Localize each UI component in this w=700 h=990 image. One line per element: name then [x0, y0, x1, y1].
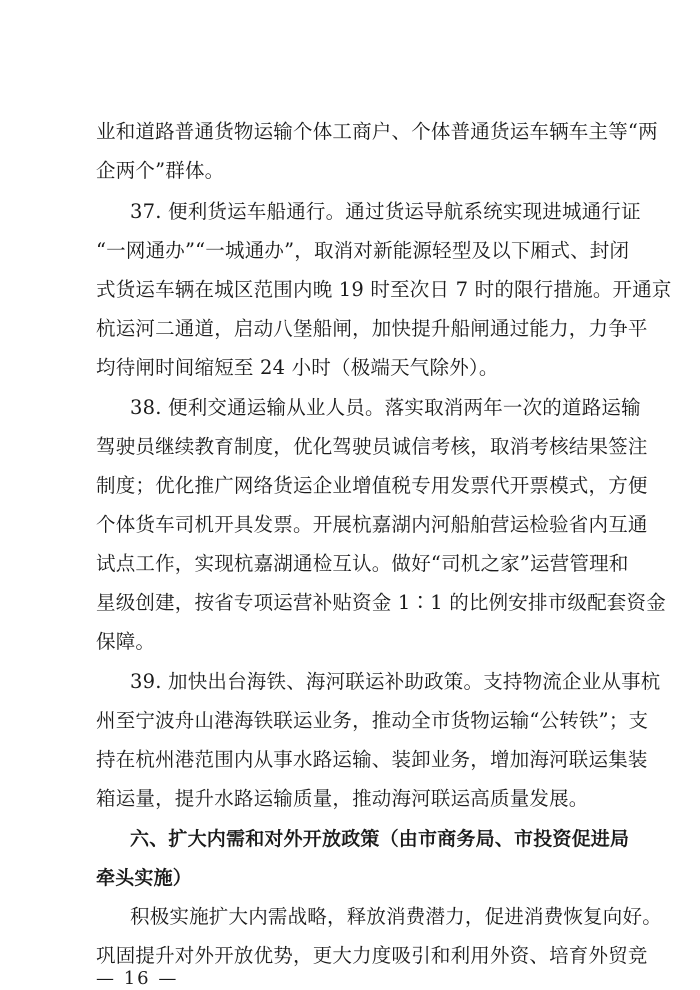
- item-37-heading-line: 37. 便利货运车船通行。通过货运导航系统实现进城通行证: [130, 200, 641, 223]
- text-line: 星级创建，按省专项运营补贴资金 1∶1 的比例安排市级配套资金: [96, 591, 666, 614]
- text-line: 制度；优化推广网络货运企业增值税专用发票代开票模式，方便: [96, 474, 648, 497]
- text-line: 个体货车司机开具发票。开展杭嘉湖内河船舶营运检验省内互通: [96, 513, 648, 536]
- text-line: 持在杭州港范围内从事水路运输、装卸业务，增加海河联运集装: [96, 748, 648, 771]
- text-line: 巩固提升对外开放优势，更大力度吸引和利用外资、培育外贸竞: [96, 944, 648, 967]
- text-line: “一网通办”“一城通办”，取消对新能源轻型及以下厢式、封闭: [96, 239, 630, 262]
- text-line: 保障。: [96, 630, 156, 653]
- text-line: 企两个”群体。: [96, 159, 225, 182]
- item-38-heading-line: 38. 便利交通运输从业人员。落实取消两年一次的道路运输: [130, 396, 641, 419]
- item-39-heading-line: 39. 加快出台海铁、海河联运补助政策。支持物流企业从事杭: [130, 670, 661, 693]
- text-line: 均待闸时间缩短至 24 小时（极端天气除外）。: [96, 356, 499, 379]
- text-line: 式货运车辆在城区范围内晚 19 时至次日 7 时的限行措施。开通京: [96, 278, 672, 301]
- text-line: 业和道路普通货物运输个体工商户、个体普通货运车辆车主等“两: [96, 120, 658, 143]
- text-line: 杭运河二通道，启动八堡船闸，加快提升船闸通过能力，力争平: [96, 317, 648, 340]
- text-line: 积极实施扩大内需战略，释放消费潜力，促进消费恢复向好。: [130, 905, 662, 928]
- text-line: 试点工作，实现杭嘉湖通检互认。做好“司机之家”运营管理和: [96, 552, 629, 575]
- page-number: — 16 —: [96, 968, 179, 989]
- text-line: 驾驶员继续教育制度，优化驾驶员诚信考核，取消考核结果签注: [96, 435, 648, 458]
- section-six-heading-cont: 牵头实施）: [96, 867, 193, 889]
- text-line: 箱运量，提升水路运输质量，推动海河联运高质量发展。: [96, 787, 589, 810]
- section-six-heading: 六、扩大内需和对外开放政策（由市商务局、市投资促进局: [130, 828, 630, 850]
- text-line: 州至宁波舟山港海铁联运业务，推动全市货物运输“公转铁”；支: [96, 709, 649, 732]
